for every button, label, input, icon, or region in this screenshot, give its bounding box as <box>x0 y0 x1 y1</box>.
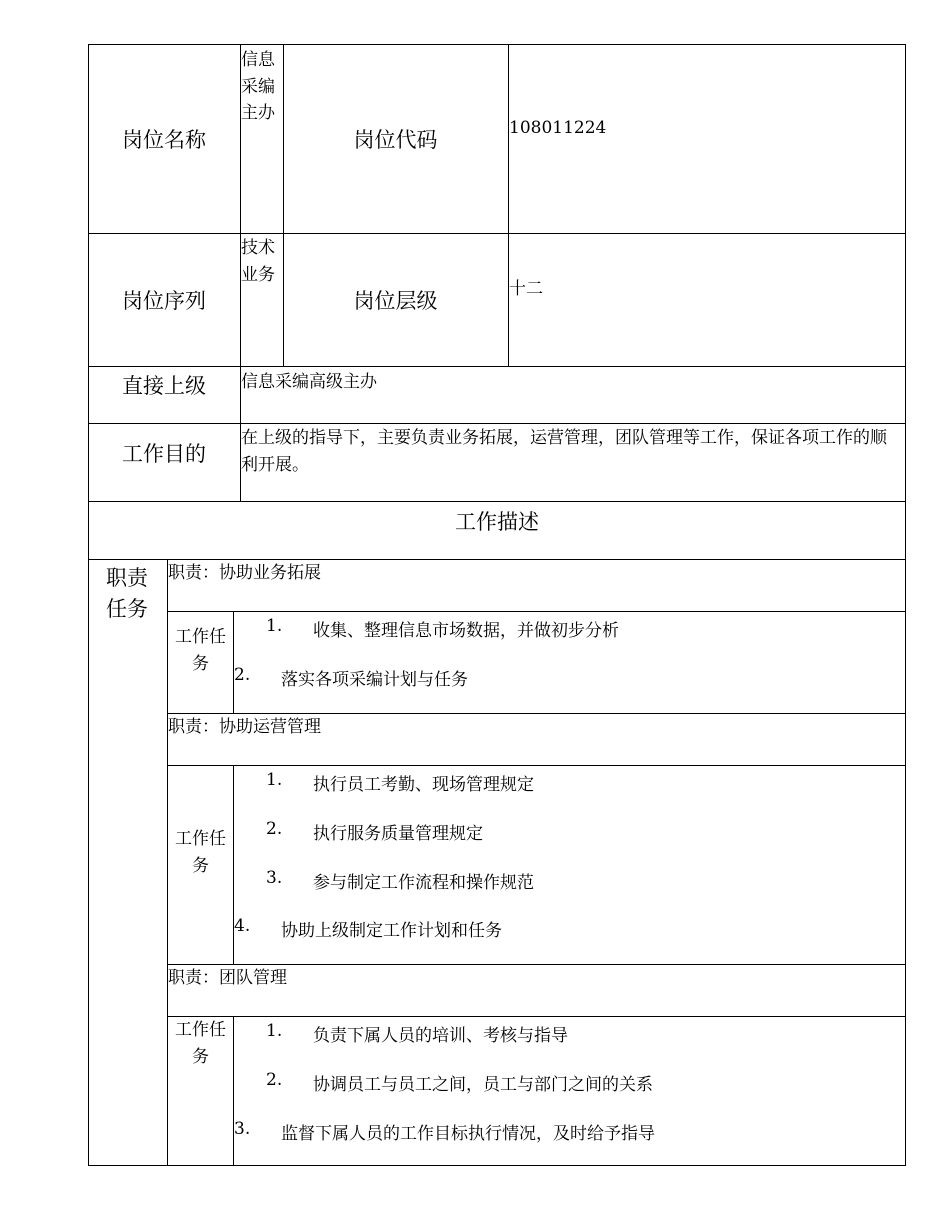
task-text: 收集、整理信息市场数据，并做初步分析 <box>313 621 619 641</box>
grid-line <box>233 1016 234 1166</box>
task-label: 工作任务 <box>175 1020 226 1067</box>
grid-line <box>233 611 234 713</box>
task-number: 2. <box>266 819 283 839</box>
task-label: 工作任务 <box>175 627 226 674</box>
duty-heading: 职责：协助业务拓展 <box>168 563 321 583</box>
job-description-table <box>88 44 906 1166</box>
post-name-value: 信息采编主办 <box>241 50 275 123</box>
task-text: 监督下属人员的工作目标执行情况，及时给予指导 <box>281 1124 655 1144</box>
post-level-label: 岗位层级 <box>353 288 438 313</box>
grid-line <box>905 44 906 1166</box>
duty-heading: 职责：协助运营管理 <box>168 717 321 737</box>
post-series-label: 岗位序列 <box>122 288 206 313</box>
task-number: 4. <box>234 916 251 936</box>
task-text: 协调员工与员工之间，员工与部门之间的关系 <box>313 1075 653 1095</box>
grid-line <box>508 44 509 367</box>
task-number: 3. <box>266 868 283 888</box>
task-text: 协助上级制定工作计划和任务 <box>281 921 502 941</box>
post-name-label: 岗位名称 <box>122 127 206 152</box>
post-code-label: 岗位代码 <box>353 127 438 152</box>
task-text: 落实各项采编计划与任务 <box>281 670 468 690</box>
task-text: 负责下属人员的培训、考核与指导 <box>313 1026 568 1046</box>
grid-line <box>88 366 906 367</box>
task-number: 1. <box>266 770 283 790</box>
duty-heading: 职责：团队管理 <box>168 968 287 988</box>
duty-column-label: 职责任务 <box>106 566 148 621</box>
grid-line <box>88 423 906 424</box>
task-number: 2. <box>266 1070 283 1090</box>
superior-value: 信息采编高级主办 <box>241 372 377 392</box>
task-text: 参与制定工作流程和操作规范 <box>313 873 534 893</box>
task-number: 3. <box>234 1119 251 1139</box>
grid-line <box>88 501 906 502</box>
task-label: 工作任务 <box>175 829 226 876</box>
post-code-value: 108011224 <box>509 118 607 138</box>
task-text: 执行服务质量管理规定 <box>313 824 483 844</box>
superior-label: 直接上级 <box>122 374 206 398</box>
description-title: 工作描述 <box>455 510 539 534</box>
task-number: 2. <box>234 665 251 685</box>
purpose-label: 工作目的 <box>122 442 206 466</box>
post-level-value: 十二 <box>509 279 543 299</box>
grid-line <box>167 1016 906 1017</box>
task-text: 执行员工考勤、现场管理规定 <box>313 775 534 795</box>
grid-line <box>88 1165 906 1166</box>
task-number: 1. <box>266 1021 283 1041</box>
task-number: 1. <box>266 616 283 636</box>
post-series-value: 技术业务 <box>241 238 275 285</box>
purpose-value: 在上级的指导下，主要负责业务拓展，运营管理，团队管理等工作，保证各项工作的顺利开展。 <box>241 428 887 475</box>
grid-line <box>167 611 906 612</box>
grid-line <box>167 765 906 766</box>
